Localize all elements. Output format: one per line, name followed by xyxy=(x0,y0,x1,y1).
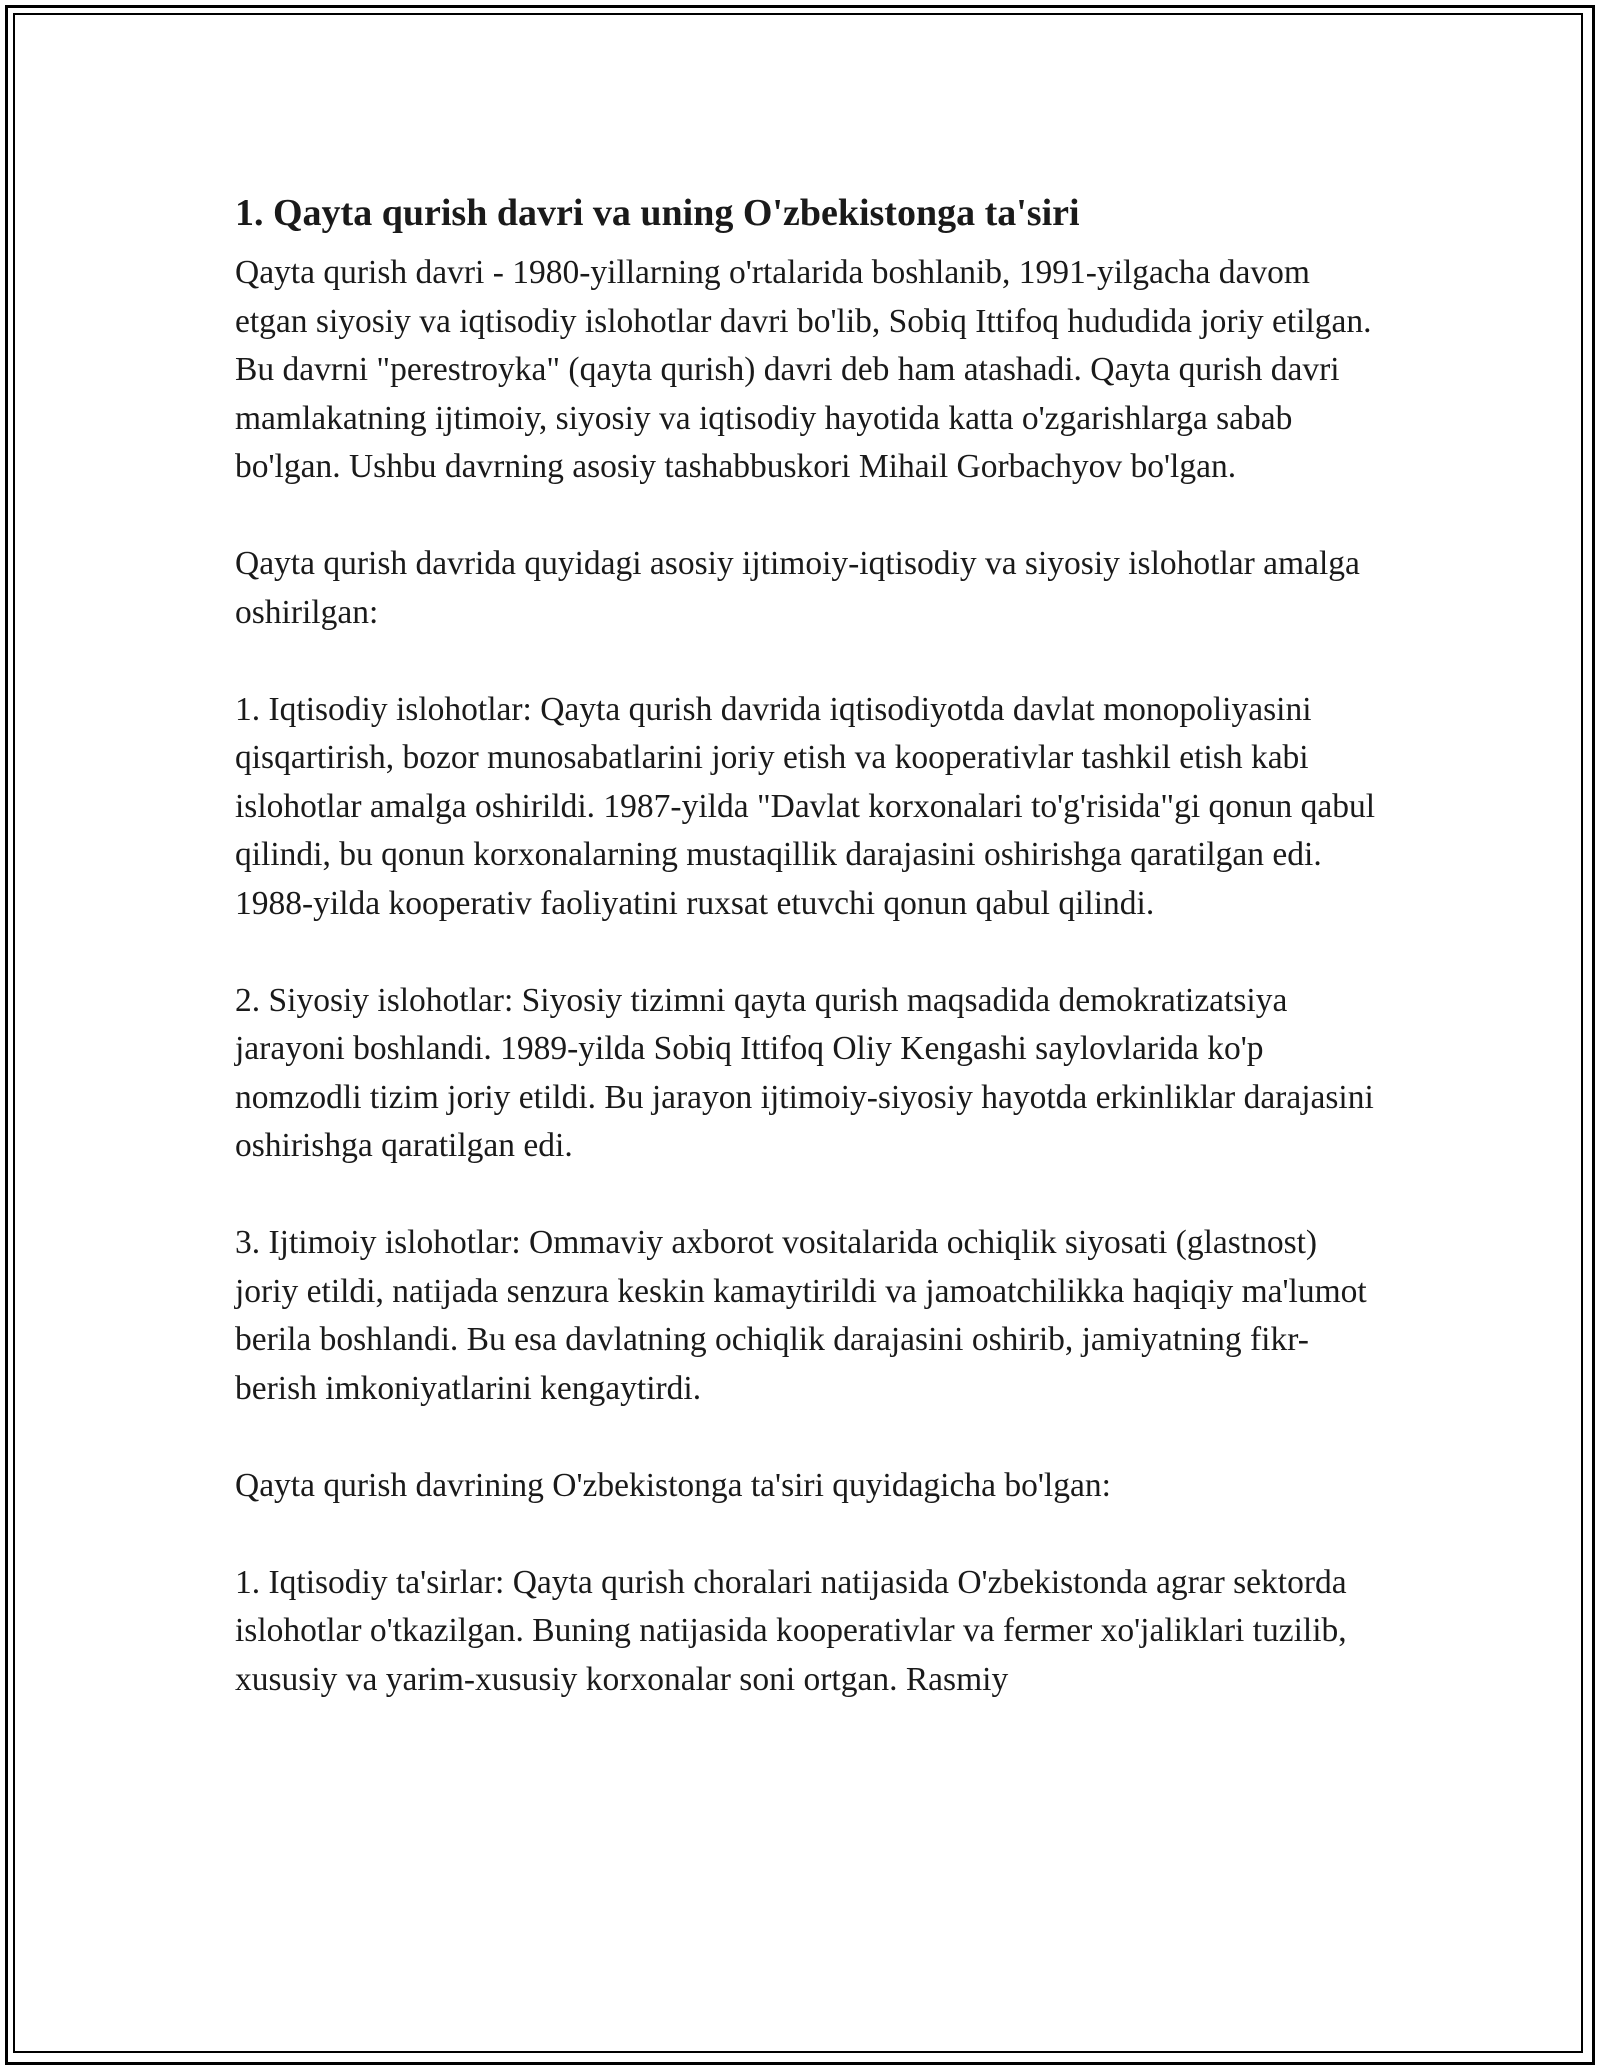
paragraph-impact-lead: Qayta qurish davrining O'zbekistonga ta'siri quyidagicha bo'lgan: xyxy=(235,1466,1111,1504)
document-body xyxy=(235,183,1380,1753)
paragraph-intro: Qayta qurish davri - 1980-yillarning o'rtalarida boshlanib, 1991-yilgacha davom etgan siyosiy va iqtisodiy islohotlar davri bo'lib, Sobiq Ittifoq hududida joriy etilgan. Bu davrni "perestroyka" (qayta qurish) davri deb ham atashadi. Qayta qurish davri mamlakatning ijtimoiy, siyosiy va iqtisodiy hayotida katta o'zgarishlarga sabab bo'lgan. Ushbu davrning asosiy tashabbuskori Mihail Gorbachyov bo'lgan. xyxy=(235,254,1372,485)
paragraph-economic-impact: 1. Iqtisodiy ta'sirlar: Qayta qurish choralari natijasida O'zbekistonda agrar sektorda islohotlar o'tkazilgan. Buning natijasida kooperativlar va fermer xo'jaliklari tuzilib, xususiy va yarim-xususiy korxonalar soni ortgan. Rasmiy xyxy=(235,1563,1347,1698)
paragraph-political-reforms: 2. Siyosiy islohotlar: Siyosiy tizimni qayta qurish maqsadida demokratizatsiya jarayoni boshlandi. 1989-yilda Sobiq Ittifoq Oliy Kengashi saylovlarida ko'p nomzodli tizim joriy etildi. Bu jarayon ijtimoiy-siyosiy hayotda erkinliklar darajasini oshirishga qaratilgan edi. xyxy=(235,981,1374,1164)
paragraph-social-reforms: 3. Ijtimoiy islohotlar: Ommaviy axborot vositalarida ochiqlik siyosati (glastnost) joriy etildi, natijada senzura keskin kamaytirildi va jamoatchilikka haqiqiy ma'lumot berila boshlandi. Bu esa davlatning ochiqlik darajasini oshirib, jamiyatning fikr-berish imkoniyatlarini kengaytirdi. xyxy=(235,1224,1367,1407)
paragraph-economic-reforms: 1. Iqtisodiy islohotlar: Qayta qurish davrida iqtisodiyotda davlat monopoliyasini qisqartirish, bozor munosabatlarini joriy etish va kooperativlar tashkil etish kabi islohotlar amalga oshirildi. 1987-yilda "Davlat korxonalari to'g'risida"gi qonun qabul qilindi, bu qonun korxonalarning mustaqillik darajasini oshirishga qaratilgan edi. 1988-yilda kooperativ faoliyatini ruxsat etuvchi qonun qabul qilindi. xyxy=(235,690,1376,922)
paragraph-reforms-lead: Qayta qurish davrida quyidagi asosiy ijtimoiy-iqtisodiy va siyosiy islohotlar amalga oshirilgan: xyxy=(235,545,1360,631)
document-title: 1. Qayta qurish davri va uning O'zbekistonga ta'siri xyxy=(235,192,1080,234)
